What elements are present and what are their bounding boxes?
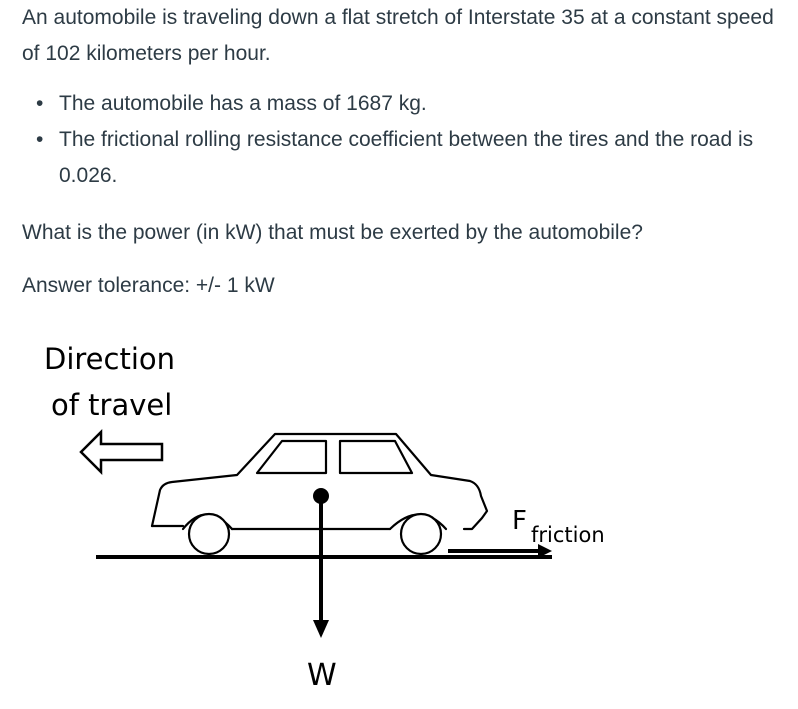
tolerance-text: Answer tolerance: +/- 1 kW <box>22 274 275 297</box>
direction-arrow-icon <box>81 432 162 472</box>
car-window-rear <box>340 441 412 473</box>
bullet-icon: • <box>36 128 44 151</box>
direction-label-line2: of travel <box>51 388 173 422</box>
direction-label-line1: Direction <box>44 342 176 376</box>
bullet-text-coefficient: The frictional rolling resistance coefficient between the tires and the road is 0.026. <box>59 128 754 187</box>
list-item <box>22 122 792 194</box>
given-list <box>22 86 792 194</box>
front-wheel-icon <box>189 514 229 554</box>
question-text: What is the power (in kW) that must be exerted by the automobile? <box>22 221 643 244</box>
rear-wheel-icon <box>401 514 441 554</box>
diagram-drawing <box>0 320 798 709</box>
intro-paragraph: An automobile is traveling down a flat stretch of Interstate 35 at a constant speed of 102 kilometers per hour. <box>22 6 774 65</box>
car-window-front <box>257 441 326 473</box>
weight-arrow-icon <box>313 488 329 638</box>
friction-label: F <box>512 506 527 536</box>
bullet-text-mass: The automobile has a mass of 1687 kg. <box>59 92 427 115</box>
weight-label: W <box>307 658 337 693</box>
bullet-icon: • <box>36 92 44 115</box>
list-item <box>22 86 792 122</box>
free-body-diagram <box>0 320 798 709</box>
friction-subscript: friction <box>531 523 605 547</box>
